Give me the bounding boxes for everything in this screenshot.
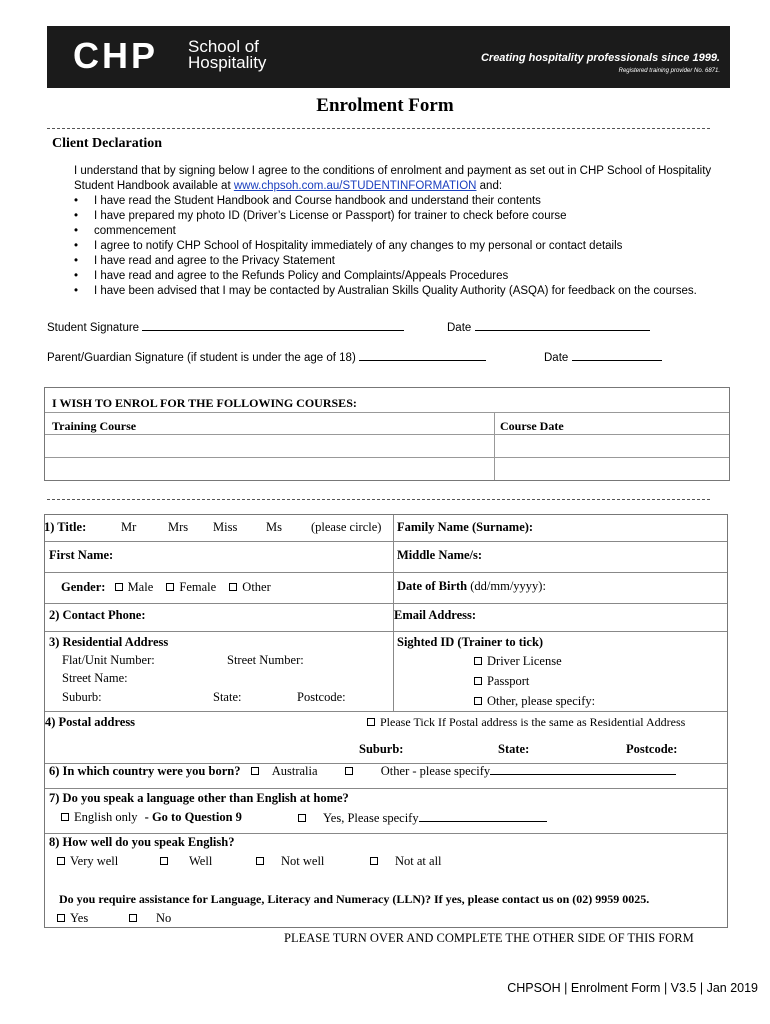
postcode-field[interactable]: Postcode:	[297, 690, 346, 704]
sighted-id-label: Sighted ID (Trainer to tick)	[397, 635, 544, 649]
please-circle-note: (please circle)	[311, 520, 382, 534]
rto-number: Registered training provider No. 6871.	[618, 68, 720, 74]
street-name-field[interactable]: Street Name:	[62, 671, 128, 685]
student-info-link[interactable]: www.chpsoh.com.au/STUDENTINFORMATION	[233, 180, 477, 192]
checkbox-icon[interactable]	[474, 657, 482, 665]
q7-english-only[interactable]: English only - Go to Question 9	[61, 810, 242, 825]
checkbox-icon[interactable]	[57, 914, 65, 922]
checkbox-icon[interactable]	[160, 857, 168, 865]
checkbox-icon[interactable]	[367, 718, 375, 726]
street-number-field[interactable]: Street Number:	[227, 653, 304, 667]
postal-suburb-field[interactable]: Suburb:	[359, 742, 404, 756]
list-item: • I have read and agree to the Refunds Policy and Complaints/Appeals Procedures	[74, 269, 714, 284]
title-option-miss[interactable]: Miss	[213, 520, 238, 534]
lln-yes[interactable]: Yes	[57, 911, 88, 926]
training-course-input-2[interactable]	[45, 457, 493, 480]
postal-same-checkbox[interactable]: Please Tick If Postal address is the same as Residential Address	[367, 715, 685, 730]
postal-address-label: 4) Postal address	[45, 715, 136, 729]
parent-signature-field[interactable]: Parent/Guardian Signature (if student is under the age of 18)	[47, 349, 486, 364]
checkbox-icon[interactable]	[256, 857, 264, 865]
q8-not-well[interactable]: Not well	[256, 854, 324, 869]
q8-well[interactable]: Well	[160, 854, 212, 869]
form-version-footer: CHPSOH | Enrolment Form | V3.5 | Jan 2019	[507, 981, 758, 995]
checkbox-icon[interactable]	[57, 857, 65, 865]
title-option-ms[interactable]: Ms	[266, 520, 282, 534]
q6-country: 6) In which country were you born? Australia Other - please specify	[49, 763, 676, 779]
checkbox-icon[interactable]	[229, 583, 237, 591]
logo-chp: CHP	[73, 35, 159, 76]
checkbox-icon[interactable]	[115, 583, 123, 591]
page-title: Enrolment Form	[316, 95, 454, 116]
divider	[47, 499, 710, 500]
checkbox-icon[interactable]	[370, 857, 378, 865]
courses-title: I WISH TO ENROL FOR THE FOLLOWING COURSES:	[52, 396, 357, 410]
id-other[interactable]: Other, please specify:	[474, 694, 595, 709]
dob-field[interactable]: Date of Birth (dd/mm/yyyy):	[397, 579, 546, 593]
list-item: • I have read the Student Handbook and Course handbook and understand their contents	[74, 194, 714, 209]
checkbox-icon[interactable]	[474, 677, 482, 685]
id-passport[interactable]: Passport	[474, 674, 529, 689]
first-name-field[interactable]: First Name:	[49, 548, 114, 562]
declaration-list	[74, 194, 714, 299]
middle-names-field[interactable]: Middle Name/s:	[397, 548, 483, 562]
training-course-header: Training Course	[52, 419, 137, 433]
email-field[interactable]: Email Address:	[394, 608, 477, 622]
declaration-intro: I understand that by signing below I agree to the conditions of enrolment and payment as set out in CHP School of Hospitality Student Handbook available at www.chpsoh.com.au/STUDENTINFORMATION and:	[74, 165, 712, 192]
title-option-mr[interactable]: Mr	[121, 520, 137, 534]
q8-english-label: 8) How well do you speak English?	[49, 835, 235, 849]
parent-date-field[interactable]: Date	[544, 349, 662, 364]
checkbox-icon[interactable]	[474, 697, 482, 705]
checkbox-icon[interactable]	[251, 767, 259, 775]
student-signature-field[interactable]: Student Signature	[47, 319, 404, 334]
list-item: • I agree to notify CHP School of Hospitality immediately of any changes to my personal or contact details	[74, 239, 714, 254]
title-option-mrs[interactable]: Mrs	[168, 520, 189, 534]
q7-language-label: 7) Do you speak a language other than English at home?	[49, 791, 349, 805]
list-item: • I have been advised that I may be contacted by Australian Skills Quality Authority (ASQA) for feedback on the courses.	[74, 284, 714, 299]
flat-unit-field[interactable]: Flat/Unit Number:	[62, 653, 155, 667]
course-date-header: Course Date	[500, 419, 564, 433]
checkbox-icon[interactable]	[61, 813, 69, 821]
q8-not-at-all[interactable]: Not at all	[370, 854, 442, 869]
logo-school-name: School of Hospitality	[188, 37, 267, 72]
postal-postcode-field[interactable]: Postcode:	[626, 742, 678, 756]
q1-title-label: 1) Title:	[44, 520, 87, 534]
checkbox-icon[interactable]	[129, 914, 137, 922]
gender-field: Gender: Male Female Other	[61, 580, 271, 594]
lln-no[interactable]: No	[129, 911, 171, 926]
state-field[interactable]: State:	[213, 690, 242, 704]
tagline: Creating hospitality professionals since 1999.	[480, 52, 720, 64]
checkbox-icon[interactable]	[166, 583, 174, 591]
list-item: • I have read and agree to the Privacy Statement	[74, 254, 714, 269]
header-banner	[47, 26, 730, 88]
q8-very-well[interactable]: Very well	[57, 854, 118, 869]
postal-state-field[interactable]: State:	[498, 742, 530, 756]
list-item: • commencement	[74, 224, 714, 239]
checkbox-icon[interactable]	[298, 814, 306, 822]
student-date-field[interactable]: Date	[447, 319, 650, 334]
q7-yes-specify[interactable]: Yes, Please specify	[298, 810, 547, 826]
checkbox-icon[interactable]	[345, 767, 353, 775]
training-course-input-1[interactable]	[45, 434, 493, 456]
suburb-field[interactable]: Suburb:	[62, 690, 102, 704]
contact-phone-field[interactable]: 2) Contact Phone:	[49, 608, 146, 622]
family-name-field[interactable]: Family Name (Surname):	[397, 520, 534, 534]
id-driver-license[interactable]: Driver License	[474, 654, 562, 669]
declaration-heading: Client Declaration	[52, 136, 163, 151]
residential-address-label: 3) Residential Address	[49, 635, 169, 649]
divider	[47, 128, 710, 129]
course-date-input-1[interactable]	[494, 434, 729, 456]
lln-question: Do you require assistance for Language, Literacy and Numeracy (LLN)? If yes, please contact us on (02) 9959 0025.	[59, 892, 650, 906]
course-date-input-2[interactable]	[494, 457, 729, 480]
turn-over-note: PLEASE TURN OVER AND COMPLETE THE OTHER SIDE OF THIS FORM	[284, 931, 694, 945]
list-item: • I have prepared my photo ID (Driver’s License or Passport) for trainer to check before course	[74, 209, 714, 224]
